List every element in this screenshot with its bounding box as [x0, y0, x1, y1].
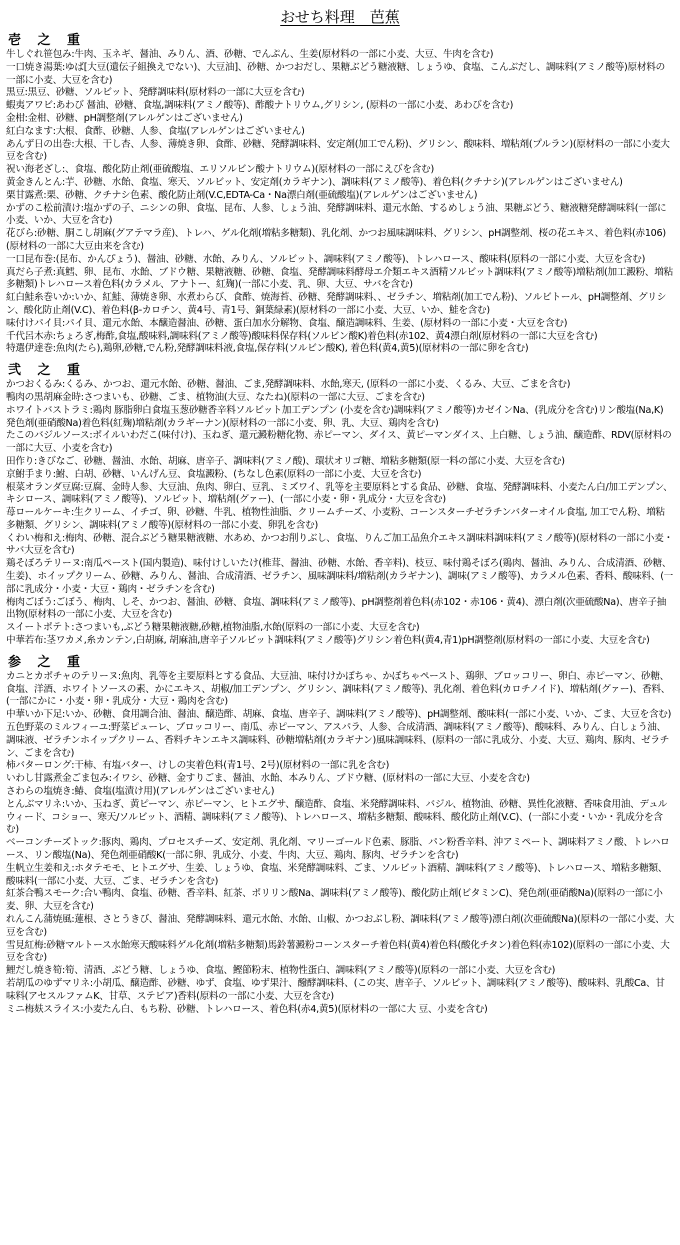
ingredient-item: 生帆立生姜和え:ホタテモモ、ヒトエグサ、生姜、しょうゆ、食塩、米発酵調味料、ごま、ソルビット酒精、調味料(アミノ酸等)、トレハロース、増粘多糖類、酸味料(一部に小麦、大豆、ごま、ゼラチンを含む) — [6, 862, 668, 887]
ingredient-item: 鴨肉の黒胡麻金時:さつまいも、砂糖、ごま、植物油(大豆、なたね)(原料の一部に大豆、ごまを含む) — [6, 391, 425, 403]
ingredient-item: 若胡瓜のゆずマリネ:小胡瓜、醸造酢、砂糖、ゆず、食塩、ゆず果汁、醱酵調味料、(この実、唐辛子、ソルビット、調味料(アミノ酸等)、酸味料、乳酸Ca、甘味料(アセスルファムK、甘草、ステビア)香料(原料の一部に小麦、大豆を含む) — [6, 977, 665, 1002]
section-heading: 参 之 重 — [8, 654, 87, 670]
ingredient-item: れんこん蒲焼風:蓮根、さとうきび、醤油、発酵調味料、還元水飴、水飴、山椒、かつおぶし粉、調味料(アミノ酸等)漂白剤(次亜硫酸Na)(原料の一部に小麦、大豆を含む) — [6, 914, 674, 938]
ingredient-item: 鯉だし焼き筍:筍、清酒、ぶどう糖、しょうゆ、食塩、鰹節粉末、植物性蛋白、調味料(アミノ酸等)(原料の一部に小麦、大豆を含む) — [6, 965, 556, 977]
ingredient-item: ホワイトバストラミ:鶏肉 豚脂卵白食塩玉葱砂糖香辛料ソルビット加工デンプン (小麦を含む)調味料(アミノ酸等)カゼインNa、(乳成分を含む)リン酸塩(Na,K) 発色剤(亜硝酸Na)着色料(紅麹)増粘剤(カラギーナン)(原材料の一部に小麦、卵、乳、大豆、鶏肉を含む) — [6, 404, 664, 429]
ingredient-item: 真だら子煮:真鱈、卵、昆布、水飴、ブドウ糖、果糖液糖、砂糖、食塩、発酵調味料酵母エ介類エキス酒精ソルビット調味料(アミノ酸等)増粘剤(加工澱粉、増粘多糖類)トレハロース着色料(カラメル、アナトー、紅麹)(一部に小麦、乳、卵、大豆、サバを含む) — [6, 266, 673, 291]
document-title — [6, 0, 674, 26]
ingredient-item: 牛しぐれ笹包み:牛肉、玉ネギ、醤油、みりん、酒、砂糖、でんぷん、生姜(原材料の一部に小麦、大豆、牛肉を含む) — [6, 49, 494, 60]
ingredient-item: 花びら:砂糖、胴こし胡麻(グアテマラ産)、トレハ、ゲル化剤(増粘多糖類)、乳化剤、かつお風味調味料、グリシン、pH調整剤、桜の花エキス、着色料(赤106)(原材料の一部に大豆由来を含む) — [6, 228, 666, 252]
ingredient-item: 紅白なます:大根、食酢、砂糖、人参、食塩(アレルゲンはございません) — [6, 125, 305, 137]
ingredient-item: あんず日の出巻:大根、干し杏、人参、薄焼き卵、食酢、砂糖、発酵調味料、安定剤(加工でん粉)、グリシン、酸味料、増粘剤(プルラン)(原材料の一部に小麦大豆を含む) — [6, 138, 670, 163]
ingredient-item: 五色野菜のミルフィーユ:野菜ピューレ、ブロッコリー、南瓜、赤ピーマン、アスパラ、人参、合成清酒、調味料(アミノ酸等)、酸味料、みりん、白しょう油、調味液、ゼラチンホイップクリーム、香料チキンエキス調味料、砂糖増粘剤(カラギナン)風味調味料、(原料の一部に乳成分、小麦、大豆、鶏肉、豚肉、ゼラチン、ごまを含む) — [6, 722, 670, 759]
ingredient-item: かずのこ松前漬け:塩かずの子、ニシンの卵、食塩、昆布、人参、しょう油、発酵調味料、還元水飴、するめしょう油、果糖ぶどう、糖液糖発酵調味料(一部に小麦、いか、大豆を含む) — [6, 202, 667, 227]
section-heading: 壱 之 重 — [8, 33, 87, 48]
ingredient-item: 中華若布:茎ワカメ,糸カンテン,白胡麻, 胡麻油,唐辛子ソルビット調味料(アミノ酸等)グリシン着色料(黄4,青1)pH調整剤(原材料の一部に小麦、大豆を含む) — [6, 635, 650, 647]
ingredient-item: 田作り:きびなご、砂糖、醤油、水飴、胡麻、唐辛子、調味料(アミノ酸)、環状オリゴ糖、増粘多糖類(原一料の部に小麦、大豆を含む) — [6, 455, 565, 467]
ingredient-item: 柿バターロング:干柿、有塩バター、けしの実着色料(青1号、2号)(原材料の一部に乳を含む) — [6, 760, 390, 772]
document-title-text: おせち料理 芭蕉 — [280, 8, 400, 26]
ingredient-item: さわらの塩焼き:鰆、食塩(塩漬け用)(アレルゲンはございません) — [6, 786, 275, 798]
section-3 — [6, 654, 674, 1017]
ingredient-item: 千代呂木赤:ちょろぎ,梅酢,食塩,酸味料,調味料(アミノ酸等)酸味料保存料(ソルビン酸K)着色料(赤102、黄4漂白剤(原材料の一部に大豆を含む) — [6, 330, 598, 342]
ingredient-item: 鶏そぼろテリーヌ:南瓜ペースト(国内製造)、味付けしいたけ(椎茸、醤油、砂糖、水飴、香辛料)、枝豆、味付鶏そぼろ(鶏肉、醤油、みりん、合成清酒、砂糖、生姜)、ホイップクリーム、砂糖、みりん、醤油、合成清酒、ゼラチン、風味調味料/増粘剤(カラギナン)、調味(アミノ酸等)、カラメル色素、香料、酸味料、(一部に乳成分・小麦・大豆・鶏肉・ゼラチンを含む) — [6, 558, 674, 595]
ingredient-item: 根菜オランダ豆腐:豆腐、金時人参、大豆油、魚肉、卵白、豆乳、ミズワイ、乳等を主要原料とする食品、砂糖、食塩、発酵調味料、小麦たん白/加工デンプン、キシロース、調味料(アミノ酸等)、ソルビット、増粘剤(グァー)、(一部に小麦・卵・乳成分・大豆を含む) — [6, 481, 673, 506]
ingredient-item: 京鮒手まり:鮒、白胡、砂糖、いんげん豆、食塩澱粉、(ちなし色素(原料の一部に小麦、大豆を含む) — [6, 468, 422, 480]
ingredient-item: 梅肉ごぼう:ごぼう、梅肉、しそ、かつお、醤油、砂糖、食塩、調味料(アミノ酸等)、pH調整剤着色料(赤102・赤106・黄4)、漂白剤(次亜硫酸Na)、唐辛子抽出物(原材料の一部に小麦、大豆を含む) — [6, 596, 667, 621]
ingredient-item: 苺ロールケーキ:生クリーム、イチゴ、卵、砂糖、牛乳、植物性油脂、クリームチーズ、小麦粉、コーンスターチゼラチンバターオイル食塩, 加工でん粉、増粘多糖類、グリシン、調味料(アミノ酸等)(原材料の一部に小麦、卵乳を含む) — [6, 507, 665, 531]
ingredient-item: 味付けパイ貝:パイ貝、還元水飴、本醸造醤油、砂糖、蛋白加水分解物、食塩、醸造調味料、生姜、(原材料の一部に小麦・大豆を含む) — [6, 317, 568, 329]
ingredient-item: いわし甘露煮金ごま包み:イワシ、砂糖、金すりごま、醤油、水飴、本みりん、ブドウ糖、(原材料の一部に大豆、小麦を含む) — [6, 773, 530, 785]
ingredient-item: 紅白鮭糸巻いか:いか、紅鮭、薄焼き卵、水煮わらび、食酢、焼海苔、砂糖、発酵調味料、、ゼラチン、増粘剤(加工でん粉)、ソルビトール、pH調整剤、グリシン、酸化防止剤(V.C)、着色料(β-カロチン、黄4号、青1号、銅葉緑素)(原材料の一部に小麦、大豆、いか、鮭を含む) — [6, 292, 667, 316]
ingredient-item: 黄金きんとん:芋、砂糖、水飴、食塩、寒天、ソルビット、安定剤(カラギナン)、調味料(アミノ酸等)、着色料(クチナシ)(アレルゲンはございません) — [6, 176, 623, 188]
ingredient-item: 蝦夷アワビ:あわび 醤油、砂糖、食塩,調味料(アミノ酸等)、酢酸ナトリウム,グリシン, (原料の一部に小麦、あわびを含む) — [6, 100, 514, 112]
sections-container — [6, 32, 674, 1016]
ingredient-item: 黒豆:黒豆、砂糖、ソルビット、発酵調味料(原材料の一部に大豆を含む) — [6, 87, 305, 99]
ingredient-item: 中華いか下足:いか、砂糖、食用調合油、醤油、醸造酢、胡麻、食塩、唐辛子、調味料(アミノ酸等)、pH調整剤、酸味料(一部に小麦、いか、ごま、大豆を含む) — [6, 709, 672, 721]
ingredient-item: 祝い海老ざし:、食塩、酸化防止剤(亜硫酸塩、エリソルビン酸ナトリウム)(原材料の一部にえびを含む) — [6, 164, 434, 176]
ingredient-item: たこのバジルソース:ボイルいわだこ(味付け)、玉ねぎ、還元澱粉糖化物、赤ピーマン、ダイス、黄ピーマンダイス、上白糖、しょう油、醸造酢、RDV(原材料の一部に大豆、小麦を含む) — [6, 430, 672, 455]
ingredient-item: 雪見紅梅:砂糖マルトース水飴寒天酸味料ゲル化剤(増粘多糖類)馬鈴薯澱粉コーンスターチ着色料(黄4)着色料(酸化チタン)着色料(赤102)(原料の一部に小麦、大豆を含む) — [6, 939, 670, 964]
ingredient-item: ミニ梅麸スライス:小麦たん白、もち粉、砂糖、トレハロース、着色料(赤4,黄5)(原材料の一部に大 豆、小麦を含む) — [6, 1003, 488, 1015]
ingredient-item: ベーコンチーズトック:豚肉、鶏肉、プロセスチーズ、安定剤、乳化剤、マリーゴールド色素、豚脂、パン粉香辛料、沖アミペート、調味料アミノ酸、トレハロース、リン酸塩(Na)、発色剤亜硝酸K(一部に卵、乳成分、小麦、牛肉、大豆、鶏肉、豚肉、ゼラチンを含む) — [6, 837, 670, 862]
ingredient-item: 特選伊達巻:魚肉(たら),鶏卵,砂糖,でん粉,発酵調味料液,食塩,保存料(ソルビン酸K), 着色料(黄4,黄5)(原材料の一部に卵を含む) — [6, 343, 529, 355]
ingredient-item: くわい梅和え:梅肉、砂糖、混合ぶどう糖果糖液糖、水あめ、かつお削りぶし、食塩、りんご加工品魚介エキス調味料調味料(アミノ酸等)(原材料の一部に小麦・サバ大豆を含む) — [6, 532, 673, 557]
ingredient-item: とんぶマリネ:いか、玉ねぎ、黄ピーマン、赤ピーマン、ヒトエグサ、醸造酢、食塩、米発酵調味料、バジル、植物油、砂糖、異性化液糖、香味食用油、デュルウィード、コショー、寒天/ソルビット、酒精、調味料(アミノ酸等)、トレハロース、増粘多糖類、酸味料、酸化防止剤(V.C)、(一部に小麦・いか・乳成分を含む) — [6, 798, 668, 836]
ingredient-item: 紅茶合鴨スモーク:合い鴨肉、食塩、砂糖、香辛料、紅茶、ポリリン酸Na、調味料(アミノ酸等)、酸化防止剤(ビタミンC)、発色剤(亜硝酸Na)(原料の一部に小麦、卵、大豆を含む) — [6, 888, 663, 913]
ingredient-item: 金柑:金柑、砂糖、pH調整剤(アレルゲンはございません) — [6, 112, 243, 124]
section-heading: 弐 之 重 — [8, 363, 87, 379]
section-2 — [6, 362, 674, 648]
ingredient-item: スイートポテト:さつまいも,ぶどう糖果糖液糖,砂糖,植物油脂,水飴(原料の一部に小麦、大豆を含む) — [6, 622, 420, 634]
ingredient-item: 栗甘露煮:栗、砂糖、クチナシ色素、酸化防止剤(V.C,EDTA-Ca・Na漂白剤(亜硫酸塩)(アレルゲンはございません) — [6, 189, 478, 201]
ingredient-item: かつおくるみ:くるみ、かつお、還元水飴、砂糖、醤油、ごま,発酵調味料、水飴,寒天, (原料の一部に小麦、くるみ、大豆、ごまを含む) — [6, 379, 571, 391]
ingredient-item: カニとカボチャのテリーヌ:魚肉、乳等を主要原料とする食品、大豆油、味付けかぼちゃ、かぼちゃペースト、鶏卵、ブロッコリー、卵白、赤ピーマン、砂糖、食塩、洋酒、ホワイトソースの素、かにエキス、胡椒/加工デンプン、グリシン、調味料(アミノ酸等)、乳化剤、着色料(カロチノイド)、増粘剤(グァー)、香料、(一部にかに・小麦・卵・乳成分・大豆・鶏肉を含む) — [6, 670, 671, 708]
ingredient-item: 一口昆布巻:(昆布、かんぴょう)、醤油、砂糖、水飴、みりん、ソルビット、調味料(アミノ酸等)、トレハロース、酸味料(原料の一部に小麦、大豆を含む) — [6, 253, 646, 265]
ingredient-item: 一口焼き湯葉:ゆば[大豆(遺伝子組換えでない)、大豆油]、砂糖、かつおだし、果糖ぶどう糖液糖、しょうゆ、食塩、こんぶだし、調味料(アミノ酸等)原材料の一部に小麦、大豆を含む) — [6, 61, 665, 86]
section-1 — [6, 32, 674, 356]
